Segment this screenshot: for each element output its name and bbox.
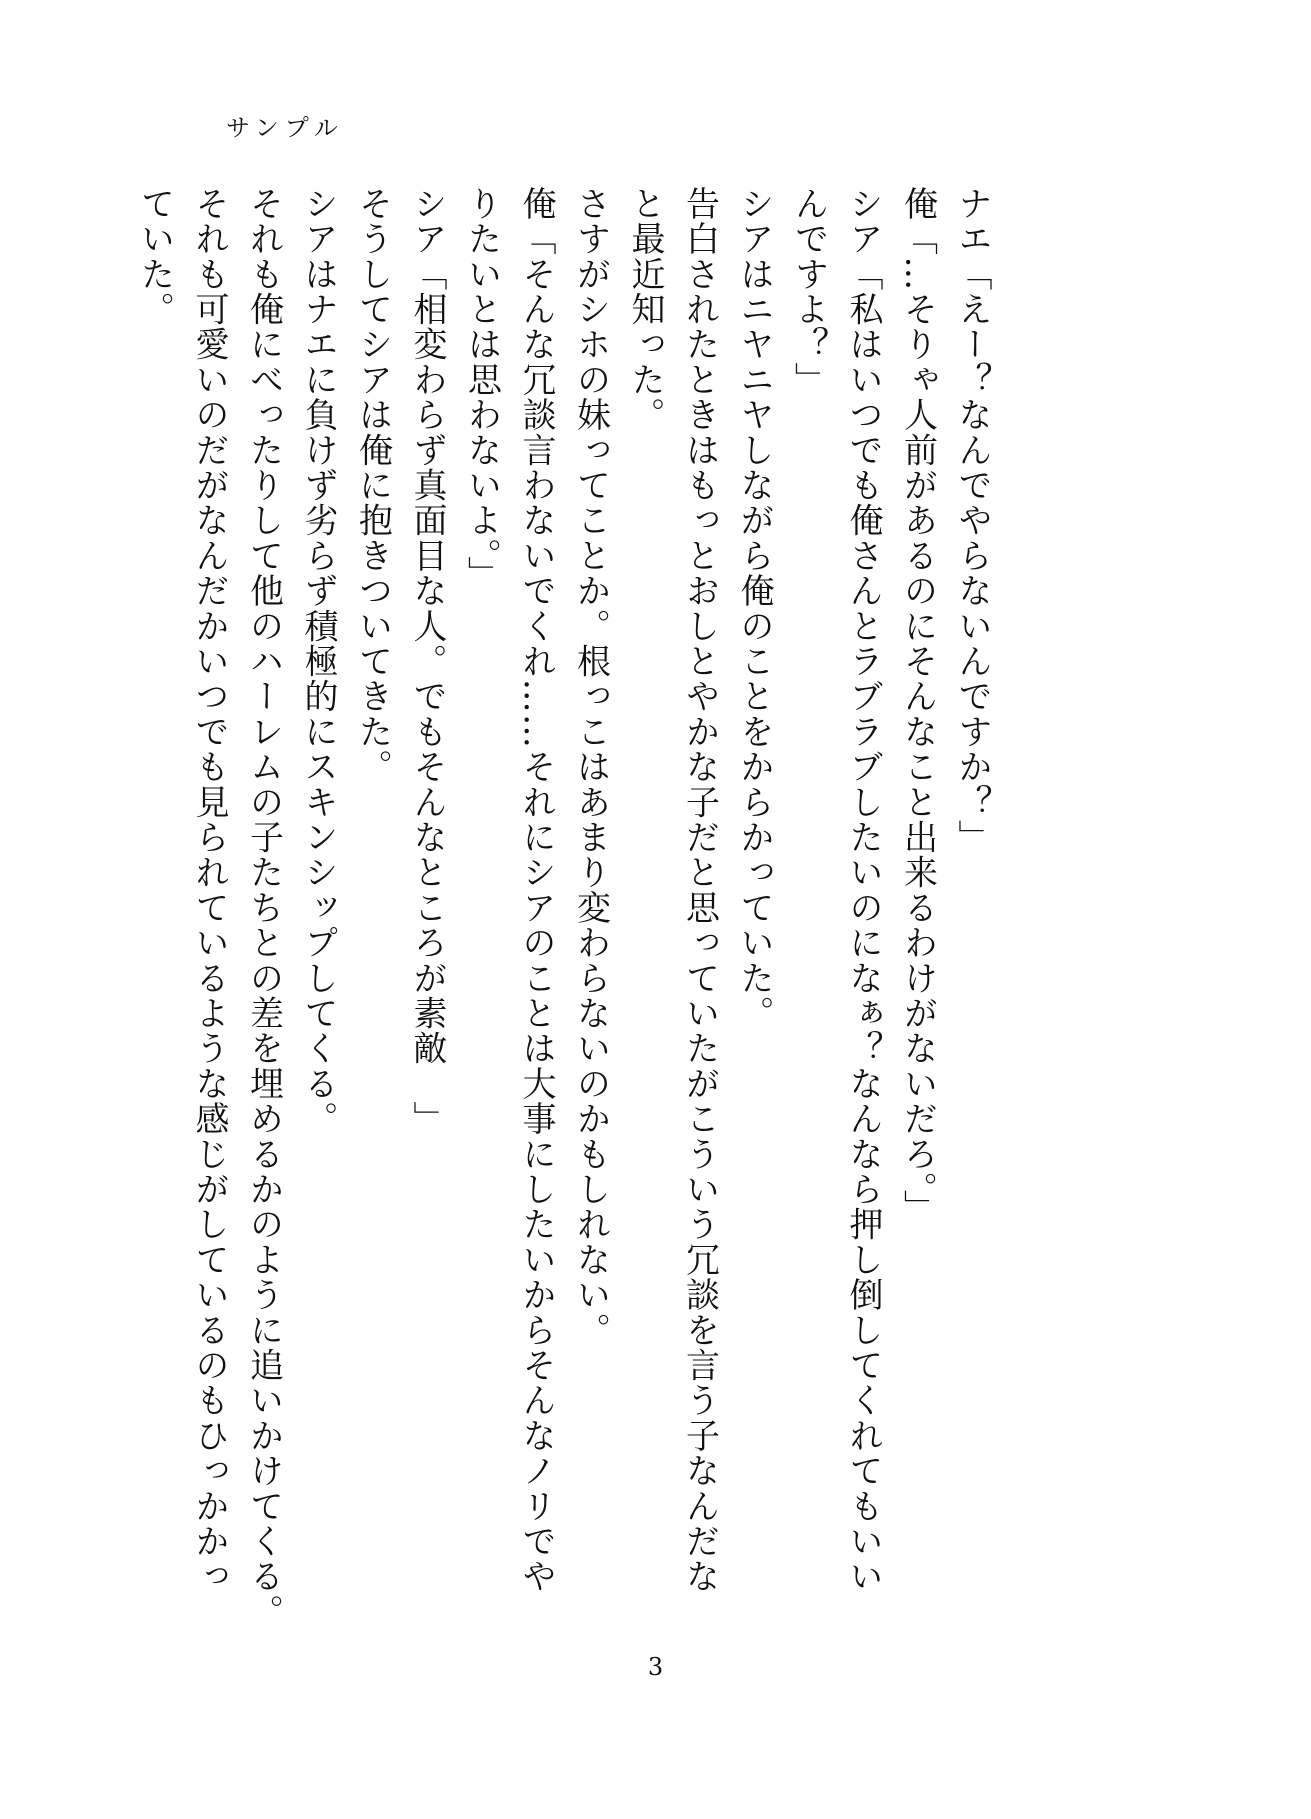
text-line: 告白されたときはもっとおしとやかな子だと思っていたがこういう冗談を言う子なんだな [679, 186, 720, 1594]
text-line: そうしてシアは俺に抱きついてきた。 [352, 186, 393, 785]
text-line: りたいとは思わないよ。」 [461, 186, 502, 592]
text-line: ていた。 [134, 186, 175, 327]
text-line: んですよ？」 [788, 186, 829, 398]
text-line: それも可愛いのだがなんだかいつでも見られているような感じがしているのもひっかかっ [189, 186, 229, 1594]
text-line: それも俺にべったりして他のハーレムの子たちとの差を埋めるかのように追いかけてくる。 [243, 186, 284, 1630]
running-header: サンプル [226, 114, 344, 142]
page-number: 3 [647, 1653, 664, 1681]
text-line: ナエ「えー？なんでやらないんですか？」 [952, 186, 992, 855]
text-line: シアはナエに負けず劣らず積極的にスキンシップしてくる。 [298, 186, 338, 1137]
text-line: シア「相変わらず真面目な人。でもそんなところが素敵 」 [407, 186, 447, 1137]
text-line: さすがシホの妹ってことか。根っこはあまり変わらないのかもしれない。 [570, 186, 611, 1348]
text-line: シアはニヤニヤしながら俺のことをからかっていた。 [734, 186, 774, 1031]
text-line: と最近知った。 [625, 186, 665, 433]
vertical-body-text [127, 186, 999, 1656]
text-line: 俺「…そりゃ人前があるのにそんなこと出来るわけがないだろ。」 [897, 186, 938, 1225]
text-line: シア「私はいつでも俺さんとラブラブしたいのになぁ？なんなら押し倒してくれてもいい [843, 186, 883, 1594]
text-line: 俺「そんな冗談言わないでくれ……それにシアのことは大事にしたいからそんなノリでや [516, 186, 556, 1594]
